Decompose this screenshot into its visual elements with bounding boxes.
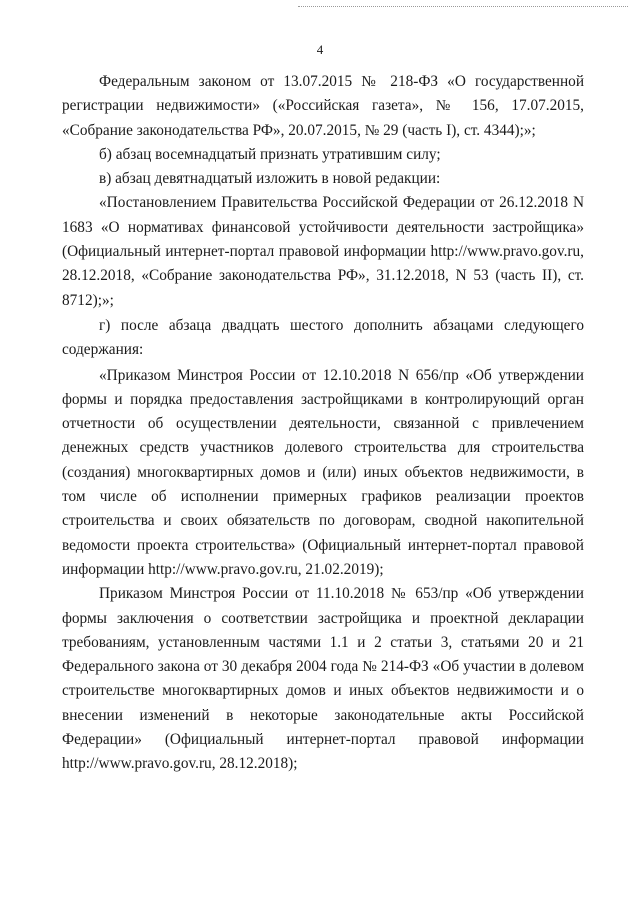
scan-artifact-line [298,6,628,9]
paragraph-item-b: б) абзац восемнадцатый признать утратившим силу; [99,145,441,163]
paragraph-order-656: «Приказом Минстроя России от 12.10.2018 N 656/пр «Об утверждении формы и порядка предоставления застройщиками в контролирующий орган отчетности об осуществлении деятельности, связанной с привлечением денежных средств участников долевого строительства для строительства (создания) многоквартирных домов и (или) иных объектов недвижимости, в том числе об исполнении примерных графиков реализации проектов строительства и своих обязательств по договорам, сводной накопительной ведомости проекта строительства» (Официальный интернет-портал правовой информации http://www.pravo.gov.ru, 21.02.2019); [62,366,584,578]
document-body [62,70,584,777]
paragraph-resolution-1683: «Постановлением Правительства Российской Федерации от 26.12.2018 N 1683 «О нормативах финансовой устойчивости деятельности застройщика» (Официальный интернет-портал правовой информации http://www.pravo.gov.ru, 28.12.2018, «Собрание законодательства РФ», 31.12.2018, N 53 (часть II), ст. 8712);»; [62,194,584,309]
paragraph-item-g: г) после абзаца двадцать шестого дополнить абзацами следующего содержания: [62,316,584,359]
page-number: 4 [316,42,324,57]
paragraph-order-653: Приказом Минстроя России от 11.10.2018 № 653/пр «Об утверждении формы заключения о соответствии застройщика и проектной декларации требованиям, установленным частями 1.1 и 2 статьи 3, статьями 20 и 21 Федерального закона от 30 декабря 2004 года № 214-ФЗ «Об участии в долевом строительстве многоквартирных домов и иных объектов недвижимости и о внесении изменений в некоторые законодательные акты Российской Федерации» (Официальный интернет-портал правовой информации http://www.pravo.gov.ru, 28.12.2018); [62,585,584,773]
paragraph-item-v: в) абзац девятнадцатый изложить в новой редакции: [99,170,441,188]
paragraph-federal-law-218: Федеральным законом от 13.07.2015 № 218-ФЗ «О государственной регистрации недвижимости» («Российская газета», № 156, 17.07.2015, «Собрание законодательства РФ», 20.07.2015, № 29 (часть I), ст. 4344);»; [62,73,584,139]
